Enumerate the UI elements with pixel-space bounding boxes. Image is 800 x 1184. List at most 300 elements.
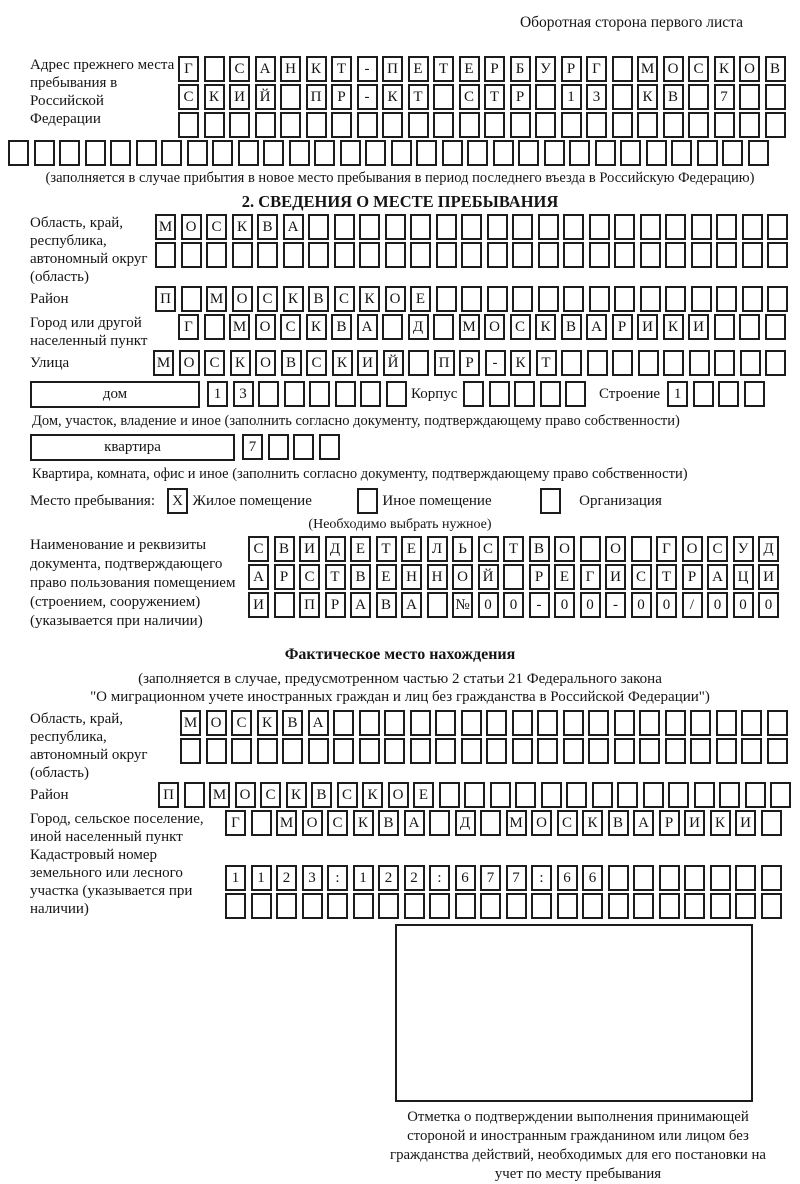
char-box[interactable] bbox=[761, 865, 782, 891]
char-box[interactable]: Д bbox=[408, 314, 429, 340]
char-box[interactable]: 0 bbox=[554, 592, 575, 618]
char-box[interactable]: О bbox=[255, 350, 276, 376]
char-box[interactable]: И bbox=[299, 536, 320, 562]
char-box[interactable] bbox=[255, 112, 276, 138]
char-box[interactable] bbox=[563, 242, 584, 268]
char-box[interactable]: К bbox=[710, 810, 731, 836]
char-box[interactable]: Е bbox=[459, 56, 480, 82]
char-box[interactable]: К bbox=[306, 314, 327, 340]
char-box[interactable] bbox=[503, 564, 524, 590]
char-box[interactable]: А bbox=[707, 564, 728, 590]
char-box[interactable] bbox=[688, 84, 709, 110]
char-box[interactable]: К bbox=[257, 710, 278, 736]
char-box[interactable] bbox=[433, 314, 454, 340]
char-box[interactable] bbox=[690, 710, 711, 736]
char-box[interactable] bbox=[612, 350, 633, 376]
char-box[interactable]: Ц bbox=[733, 564, 754, 590]
char-box[interactable]: И bbox=[688, 314, 709, 340]
char-box[interactable]: Р bbox=[459, 350, 480, 376]
char-box[interactable] bbox=[710, 865, 731, 891]
char-box[interactable]: Т bbox=[376, 536, 397, 562]
char-box[interactable] bbox=[541, 782, 562, 808]
char-box[interactable] bbox=[308, 738, 329, 764]
char-box[interactable]: 7 bbox=[480, 865, 501, 891]
char-box[interactable] bbox=[461, 710, 482, 736]
char-box[interactable] bbox=[663, 350, 684, 376]
char-box[interactable] bbox=[435, 738, 456, 764]
char-box[interactable] bbox=[110, 140, 131, 166]
char-box[interactable] bbox=[620, 140, 641, 166]
char-box[interactable] bbox=[540, 488, 561, 514]
char-box[interactable] bbox=[229, 112, 250, 138]
char-box[interactable] bbox=[538, 242, 559, 268]
char-box[interactable]: 3 bbox=[586, 84, 607, 110]
char-box[interactable]: В bbox=[257, 214, 278, 240]
char-box[interactable] bbox=[206, 738, 227, 764]
char-box[interactable]: Т bbox=[536, 350, 557, 376]
char-box[interactable] bbox=[631, 536, 652, 562]
char-box[interactable] bbox=[741, 710, 762, 736]
char-box[interactable]: О bbox=[206, 710, 227, 736]
char-box[interactable] bbox=[689, 350, 710, 376]
char-box[interactable]: П bbox=[306, 84, 327, 110]
char-box[interactable] bbox=[538, 286, 559, 312]
char-box[interactable] bbox=[257, 242, 278, 268]
char-box[interactable]: К bbox=[230, 350, 251, 376]
char-box[interactable]: М bbox=[209, 782, 230, 808]
char-box[interactable]: Й bbox=[383, 350, 404, 376]
char-box[interactable]: И bbox=[229, 84, 250, 110]
char-box[interactable] bbox=[274, 592, 295, 618]
char-box[interactable] bbox=[335, 381, 356, 407]
char-box[interactable] bbox=[357, 488, 378, 514]
char-box[interactable] bbox=[693, 381, 714, 407]
char-box[interactable] bbox=[614, 242, 635, 268]
char-box[interactable] bbox=[280, 112, 301, 138]
char-box[interactable]: С bbox=[327, 810, 348, 836]
char-box[interactable] bbox=[684, 865, 705, 891]
char-box[interactable] bbox=[353, 893, 374, 919]
char-box[interactable]: В bbox=[282, 710, 303, 736]
char-box[interactable]: К bbox=[663, 314, 684, 340]
char-box[interactable] bbox=[643, 782, 664, 808]
char-box[interactable] bbox=[740, 350, 761, 376]
char-box[interactable] bbox=[382, 314, 403, 340]
char-box[interactable] bbox=[767, 710, 788, 736]
char-box[interactable] bbox=[391, 140, 412, 166]
char-box[interactable]: А bbox=[255, 56, 276, 82]
char-box[interactable]: 6 bbox=[582, 865, 603, 891]
char-box[interactable]: В bbox=[765, 56, 786, 82]
char-box[interactable]: И bbox=[637, 314, 658, 340]
char-box[interactable] bbox=[433, 112, 454, 138]
char-box[interactable]: С bbox=[707, 536, 728, 562]
char-box[interactable] bbox=[767, 286, 788, 312]
char-box[interactable]: К bbox=[637, 84, 658, 110]
char-box[interactable] bbox=[748, 140, 769, 166]
char-box[interactable]: 0 bbox=[631, 592, 652, 618]
char-box[interactable]: Р bbox=[529, 564, 550, 590]
char-box[interactable]: А bbox=[404, 810, 425, 836]
char-box[interactable] bbox=[359, 242, 380, 268]
char-box[interactable] bbox=[404, 893, 425, 919]
char-box[interactable] bbox=[665, 242, 686, 268]
char-box[interactable] bbox=[735, 893, 756, 919]
char-box[interactable] bbox=[515, 782, 536, 808]
char-box[interactable] bbox=[767, 214, 788, 240]
char-box[interactable]: 1 bbox=[225, 865, 246, 891]
char-box[interactable] bbox=[716, 710, 737, 736]
char-box[interactable]: Й bbox=[478, 564, 499, 590]
char-box[interactable] bbox=[384, 710, 405, 736]
char-box[interactable]: Д bbox=[758, 536, 779, 562]
char-box[interactable] bbox=[384, 738, 405, 764]
char-box[interactable]: Н bbox=[427, 564, 448, 590]
char-box[interactable] bbox=[614, 710, 635, 736]
char-box[interactable]: Л bbox=[427, 536, 448, 562]
char-box[interactable]: С bbox=[334, 286, 355, 312]
char-box[interactable]: 0 bbox=[478, 592, 499, 618]
char-box[interactable] bbox=[308, 214, 329, 240]
char-box[interactable] bbox=[765, 84, 786, 110]
char-box[interactable] bbox=[506, 893, 527, 919]
char-box[interactable]: Р bbox=[659, 810, 680, 836]
char-box[interactable]: И bbox=[684, 810, 705, 836]
char-box[interactable] bbox=[665, 738, 686, 764]
char-box[interactable]: К bbox=[535, 314, 556, 340]
char-box[interactable]: № bbox=[452, 592, 473, 618]
char-box[interactable] bbox=[580, 536, 601, 562]
char-box[interactable] bbox=[512, 710, 533, 736]
char-box[interactable] bbox=[268, 434, 289, 460]
char-box[interactable] bbox=[566, 782, 587, 808]
char-box[interactable]: С bbox=[306, 350, 327, 376]
char-box[interactable] bbox=[180, 738, 201, 764]
char-box[interactable] bbox=[187, 140, 208, 166]
char-box[interactable]: Г bbox=[225, 810, 246, 836]
char-box[interactable]: - bbox=[529, 592, 550, 618]
char-box[interactable]: Р bbox=[274, 564, 295, 590]
char-box[interactable]: Т bbox=[331, 56, 352, 82]
char-box[interactable] bbox=[204, 314, 225, 340]
char-box[interactable] bbox=[184, 782, 205, 808]
char-box[interactable] bbox=[359, 214, 380, 240]
char-box[interactable] bbox=[718, 381, 739, 407]
char-box[interactable] bbox=[561, 350, 582, 376]
char-box[interactable] bbox=[761, 810, 782, 836]
char-box[interactable] bbox=[716, 738, 737, 764]
char-box[interactable] bbox=[739, 314, 760, 340]
char-box[interactable] bbox=[745, 782, 766, 808]
char-box[interactable]: : bbox=[327, 865, 348, 891]
char-box[interactable]: В bbox=[331, 314, 352, 340]
char-box[interactable] bbox=[563, 710, 584, 736]
char-box[interactable]: 2 bbox=[404, 865, 425, 891]
char-box[interactable] bbox=[251, 810, 272, 836]
char-box[interactable] bbox=[257, 738, 278, 764]
char-box[interactable]: Е bbox=[401, 536, 422, 562]
char-box[interactable]: Г bbox=[178, 56, 199, 82]
char-box[interactable] bbox=[639, 738, 660, 764]
char-box[interactable] bbox=[280, 84, 301, 110]
char-box[interactable]: О bbox=[255, 314, 276, 340]
char-box[interactable] bbox=[697, 140, 718, 166]
char-box[interactable] bbox=[442, 140, 463, 166]
char-box[interactable] bbox=[284, 381, 305, 407]
char-box[interactable] bbox=[589, 286, 610, 312]
char-box[interactable] bbox=[461, 286, 482, 312]
char-box[interactable] bbox=[742, 242, 763, 268]
char-box[interactable] bbox=[480, 893, 501, 919]
char-box[interactable] bbox=[427, 592, 448, 618]
char-box[interactable] bbox=[308, 242, 329, 268]
char-box[interactable]: М bbox=[637, 56, 658, 82]
char-box[interactable]: О bbox=[232, 286, 253, 312]
char-box[interactable] bbox=[640, 214, 661, 240]
char-box[interactable] bbox=[461, 738, 482, 764]
char-box[interactable]: Й bbox=[255, 84, 276, 110]
char-box[interactable] bbox=[487, 286, 508, 312]
char-box[interactable] bbox=[518, 140, 539, 166]
char-box[interactable] bbox=[360, 381, 381, 407]
char-box[interactable] bbox=[638, 350, 659, 376]
char-box[interactable] bbox=[514, 381, 535, 407]
char-box[interactable]: 1 bbox=[667, 381, 688, 407]
char-box[interactable] bbox=[739, 84, 760, 110]
char-box[interactable]: К bbox=[306, 56, 327, 82]
char-box[interactable] bbox=[735, 865, 756, 891]
char-box[interactable] bbox=[537, 738, 558, 764]
char-box[interactable] bbox=[617, 782, 638, 808]
char-box[interactable] bbox=[612, 112, 633, 138]
char-box[interactable]: Е bbox=[350, 536, 371, 562]
char-box[interactable]: С bbox=[248, 536, 269, 562]
char-box[interactable] bbox=[480, 810, 501, 836]
char-box[interactable]: В bbox=[274, 536, 295, 562]
char-box[interactable] bbox=[663, 112, 684, 138]
char-box[interactable] bbox=[557, 893, 578, 919]
char-box[interactable]: - bbox=[357, 84, 378, 110]
char-box[interactable]: Г bbox=[580, 564, 601, 590]
char-box[interactable] bbox=[639, 710, 660, 736]
char-box[interactable] bbox=[588, 710, 609, 736]
char-box[interactable]: : bbox=[429, 865, 450, 891]
char-box[interactable]: А bbox=[350, 592, 371, 618]
char-box[interactable]: 0 bbox=[733, 592, 754, 618]
char-box[interactable] bbox=[331, 112, 352, 138]
char-box[interactable] bbox=[410, 242, 431, 268]
char-box[interactable] bbox=[283, 242, 304, 268]
char-box[interactable]: И bbox=[357, 350, 378, 376]
char-box[interactable]: О bbox=[682, 536, 703, 562]
char-box[interactable] bbox=[212, 140, 233, 166]
char-box[interactable]: 0 bbox=[580, 592, 601, 618]
char-box[interactable] bbox=[688, 112, 709, 138]
char-box[interactable] bbox=[302, 893, 323, 919]
char-box[interactable]: О bbox=[484, 314, 505, 340]
char-box[interactable]: И bbox=[758, 564, 779, 590]
char-box[interactable]: О bbox=[385, 286, 406, 312]
char-box[interactable]: К bbox=[283, 286, 304, 312]
char-box[interactable] bbox=[258, 381, 279, 407]
char-box[interactable]: 1 bbox=[561, 84, 582, 110]
char-box[interactable]: А bbox=[401, 592, 422, 618]
char-box[interactable]: О bbox=[452, 564, 473, 590]
char-box[interactable]: - bbox=[605, 592, 626, 618]
char-box[interactable] bbox=[204, 112, 225, 138]
char-box[interactable]: 0 bbox=[758, 592, 779, 618]
char-box[interactable] bbox=[684, 893, 705, 919]
char-box[interactable]: К bbox=[353, 810, 374, 836]
char-box[interactable] bbox=[359, 738, 380, 764]
char-box[interactable]: 0 bbox=[503, 592, 524, 618]
char-box[interactable]: Т bbox=[484, 84, 505, 110]
char-box[interactable] bbox=[378, 893, 399, 919]
char-box[interactable]: 3 bbox=[233, 381, 254, 407]
char-box[interactable]: О bbox=[554, 536, 575, 562]
char-box[interactable] bbox=[429, 893, 450, 919]
char-box[interactable]: У bbox=[733, 536, 754, 562]
char-box[interactable]: С bbox=[631, 564, 652, 590]
char-box[interactable]: А bbox=[248, 564, 269, 590]
char-box[interactable]: А bbox=[283, 214, 304, 240]
char-box[interactable] bbox=[263, 140, 284, 166]
char-box[interactable]: М bbox=[155, 214, 176, 240]
char-box[interactable] bbox=[467, 140, 488, 166]
char-box[interactable] bbox=[537, 710, 558, 736]
char-box[interactable]: К bbox=[332, 350, 353, 376]
char-box[interactable] bbox=[765, 314, 786, 340]
char-box[interactable] bbox=[612, 56, 633, 82]
char-box[interactable]: С bbox=[204, 350, 225, 376]
char-box[interactable]: С bbox=[299, 564, 320, 590]
char-box[interactable] bbox=[410, 214, 431, 240]
char-box[interactable] bbox=[587, 350, 608, 376]
char-box[interactable]: 7 bbox=[714, 84, 735, 110]
char-box[interactable]: М bbox=[180, 710, 201, 736]
char-box[interactable] bbox=[512, 286, 533, 312]
char-box[interactable]: К bbox=[286, 782, 307, 808]
char-box[interactable]: О bbox=[663, 56, 684, 82]
char-box[interactable] bbox=[608, 865, 629, 891]
char-box[interactable]: К bbox=[362, 782, 383, 808]
char-box[interactable] bbox=[314, 140, 335, 166]
char-box[interactable] bbox=[588, 738, 609, 764]
char-box[interactable] bbox=[714, 314, 735, 340]
char-box[interactable]: - bbox=[485, 350, 506, 376]
char-box[interactable] bbox=[569, 140, 590, 166]
char-box[interactable] bbox=[178, 112, 199, 138]
char-box[interactable] bbox=[710, 893, 731, 919]
char-box[interactable] bbox=[408, 350, 429, 376]
char-box[interactable]: Г bbox=[586, 56, 607, 82]
char-box[interactable]: В bbox=[311, 782, 332, 808]
char-box[interactable] bbox=[535, 84, 556, 110]
char-box[interactable] bbox=[464, 782, 485, 808]
char-box[interactable]: П bbox=[299, 592, 320, 618]
char-box[interactable]: 6 bbox=[455, 865, 476, 891]
char-box[interactable] bbox=[225, 893, 246, 919]
char-box[interactable]: П bbox=[155, 286, 176, 312]
char-box[interactable] bbox=[512, 242, 533, 268]
char-box[interactable] bbox=[612, 84, 633, 110]
char-box[interactable]: К bbox=[582, 810, 603, 836]
char-box[interactable] bbox=[463, 381, 484, 407]
char-box[interactable]: И bbox=[605, 564, 626, 590]
char-box[interactable] bbox=[204, 56, 225, 82]
char-box[interactable] bbox=[459, 112, 480, 138]
char-box[interactable]: Г bbox=[656, 536, 677, 562]
char-box[interactable] bbox=[563, 738, 584, 764]
char-box[interactable] bbox=[540, 381, 561, 407]
char-box[interactable] bbox=[633, 865, 654, 891]
char-box[interactable]: Т bbox=[656, 564, 677, 590]
char-box[interactable] bbox=[490, 782, 511, 808]
char-box[interactable]: 1 bbox=[207, 381, 228, 407]
char-box[interactable] bbox=[563, 286, 584, 312]
char-box[interactable] bbox=[385, 214, 406, 240]
char-box[interactable]: С bbox=[206, 214, 227, 240]
char-box[interactable] bbox=[436, 242, 457, 268]
char-box[interactable]: X bbox=[167, 488, 188, 514]
char-box[interactable] bbox=[340, 140, 361, 166]
char-box[interactable] bbox=[690, 738, 711, 764]
char-box[interactable] bbox=[484, 112, 505, 138]
char-box[interactable]: М bbox=[153, 350, 174, 376]
char-box[interactable]: 0 bbox=[656, 592, 677, 618]
char-box[interactable] bbox=[719, 782, 740, 808]
char-box[interactable] bbox=[408, 112, 429, 138]
char-box[interactable]: О bbox=[739, 56, 760, 82]
char-box[interactable] bbox=[714, 350, 735, 376]
char-box[interactable]: О bbox=[235, 782, 256, 808]
char-box[interactable] bbox=[739, 112, 760, 138]
char-box[interactable] bbox=[365, 140, 386, 166]
char-box[interactable] bbox=[665, 214, 686, 240]
char-box[interactable]: С bbox=[229, 56, 250, 82]
char-box[interactable]: К bbox=[382, 84, 403, 110]
char-box[interactable]: О bbox=[605, 536, 626, 562]
char-box[interactable] bbox=[589, 242, 610, 268]
char-box[interactable] bbox=[181, 286, 202, 312]
char-box[interactable] bbox=[319, 434, 340, 460]
char-box[interactable]: В bbox=[561, 314, 582, 340]
char-box[interactable] bbox=[694, 782, 715, 808]
char-box[interactable]: С bbox=[337, 782, 358, 808]
char-box[interactable]: Т bbox=[433, 56, 454, 82]
char-box[interactable] bbox=[486, 710, 507, 736]
char-box[interactable]: С bbox=[280, 314, 301, 340]
char-box[interactable]: С bbox=[688, 56, 709, 82]
char-box[interactable] bbox=[691, 214, 712, 240]
char-box[interactable] bbox=[276, 893, 297, 919]
char-box[interactable] bbox=[716, 242, 737, 268]
char-box[interactable] bbox=[614, 738, 635, 764]
char-box[interactable]: Р bbox=[484, 56, 505, 82]
char-box[interactable]: Е bbox=[410, 286, 431, 312]
char-box[interactable]: П bbox=[382, 56, 403, 82]
char-box[interactable] bbox=[561, 112, 582, 138]
char-box[interactable] bbox=[765, 112, 786, 138]
char-box[interactable] bbox=[327, 893, 348, 919]
char-box[interactable]: Р bbox=[331, 84, 352, 110]
char-box[interactable] bbox=[486, 738, 507, 764]
char-box[interactable] bbox=[410, 710, 431, 736]
char-box[interactable]: А bbox=[586, 314, 607, 340]
char-box[interactable]: - bbox=[357, 56, 378, 82]
char-box[interactable] bbox=[181, 242, 202, 268]
house-type-box[interactable]: дом bbox=[30, 381, 200, 408]
